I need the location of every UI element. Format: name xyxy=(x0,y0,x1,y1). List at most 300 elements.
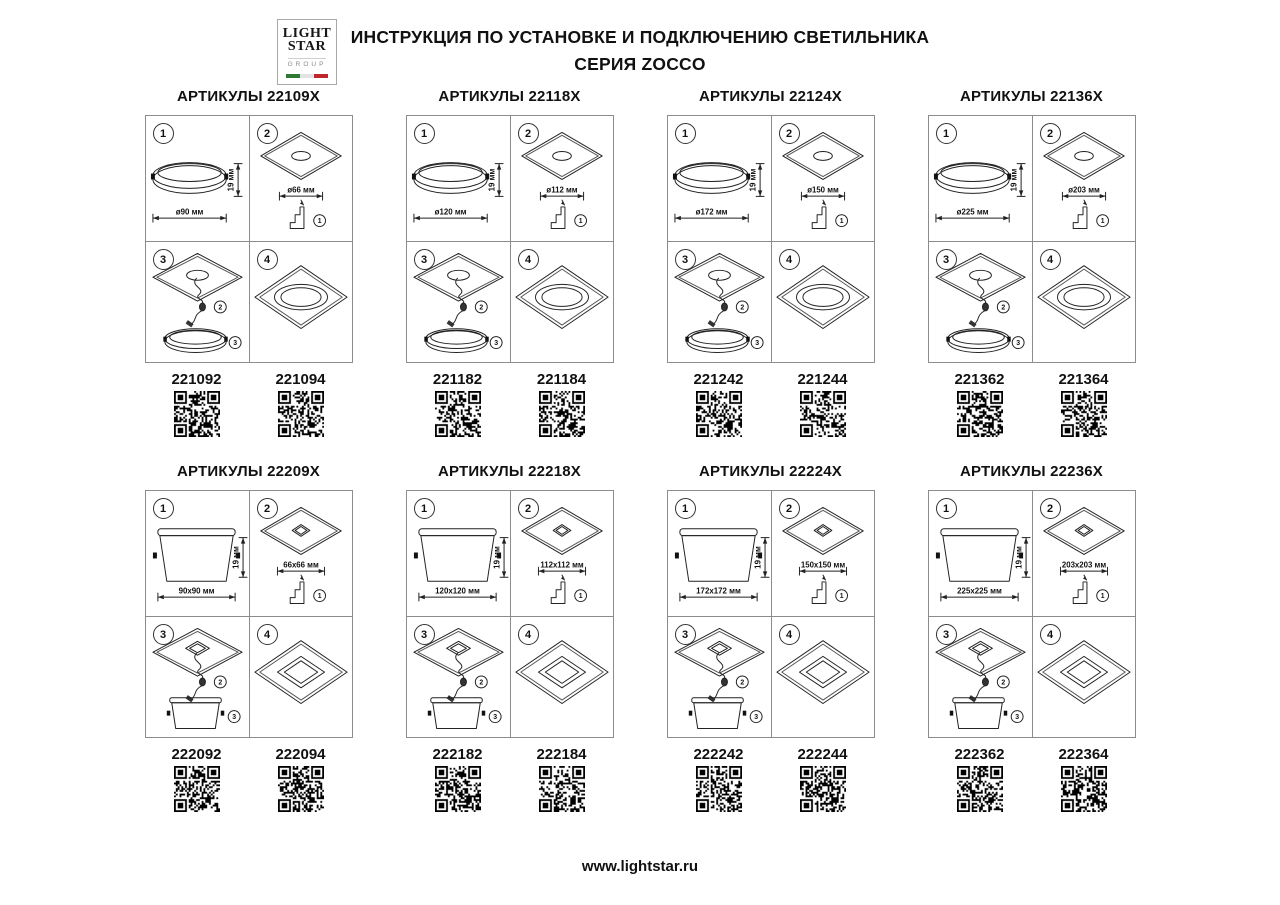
svg-text:112x112 мм: 112x112 мм xyxy=(539,560,584,570)
article-code: 222362 xyxy=(954,746,1005,763)
fixture-side-view xyxy=(413,529,500,581)
step-number-badge: 3 xyxy=(936,249,957,270)
fixture-front-view xyxy=(949,698,1006,729)
dimension-vertical xyxy=(231,538,246,578)
instruction-step-cell xyxy=(510,491,613,616)
article xyxy=(510,746,614,812)
instruction-step-cell xyxy=(1032,241,1135,362)
svg-text:2: 2 xyxy=(1000,679,1005,687)
panel-title: АРТИКУЛЫ 22109X xyxy=(177,88,320,105)
step-number-badge: 1 xyxy=(153,123,174,144)
article-list xyxy=(928,371,1136,437)
dimension-vertical xyxy=(748,164,763,197)
svg-text:3: 3 xyxy=(754,340,759,348)
ref-number-badge xyxy=(736,301,748,313)
cutout-hole xyxy=(969,270,991,280)
instruction-grid xyxy=(406,490,614,738)
qr-code xyxy=(278,766,324,812)
logo-word-light: LIGHT xyxy=(282,26,332,41)
instruction-step-cell xyxy=(510,116,613,241)
svg-text:172x172 мм: 172x172 мм xyxy=(695,586,741,596)
instruction-step-cell xyxy=(771,616,874,737)
fixture-front-view xyxy=(688,698,745,729)
qr-code xyxy=(435,766,481,812)
svg-text:ø150 мм: ø150 мм xyxy=(806,185,839,195)
wire xyxy=(446,686,462,702)
ref-number-badge xyxy=(489,711,501,723)
step-number-badge: 3 xyxy=(414,249,435,270)
step-number-badge: 3 xyxy=(675,624,696,645)
step-number-badge: 2 xyxy=(257,498,278,519)
article-list xyxy=(406,371,614,437)
instruction-step-cell xyxy=(929,116,1032,241)
ceiling-edge-profile-icon xyxy=(551,200,565,228)
instruction-step-cell xyxy=(146,116,249,241)
instruction-step-cell xyxy=(929,616,1032,737)
svg-text:225x225 мм: 225x225 мм xyxy=(956,586,1002,596)
dimension-vertical xyxy=(226,164,241,197)
step-number-badge: 2 xyxy=(257,123,278,144)
article xyxy=(406,746,510,812)
cutout-hole xyxy=(185,641,209,655)
step-number-badge: 2 xyxy=(779,123,800,144)
installed-fixture xyxy=(1037,641,1129,704)
ceiling-edge-profile-icon xyxy=(290,575,304,603)
instruction-step-cell xyxy=(249,116,352,241)
cutout-hole xyxy=(814,525,832,537)
installed-fixture xyxy=(1037,266,1129,329)
step-number-badge: 4 xyxy=(779,249,800,270)
step-number-badge: 1 xyxy=(936,498,957,519)
instruction-step-cell xyxy=(771,491,874,616)
fixture-side-view xyxy=(674,529,761,581)
wire xyxy=(968,686,984,702)
logo-word-star: STAR xyxy=(287,39,327,54)
svg-text:ø120 мм: ø120 мм xyxy=(434,207,467,217)
article-code: 221182 xyxy=(432,371,483,388)
svg-text:19 мм: 19 мм xyxy=(492,546,502,569)
svg-text:ø66 мм: ø66 мм xyxy=(286,185,315,195)
svg-text:1: 1 xyxy=(839,218,844,226)
qr-code xyxy=(174,391,220,437)
ref-number-badge xyxy=(475,301,487,313)
dimension-horizontal xyxy=(538,561,585,575)
dimension-horizontal xyxy=(679,587,756,601)
wire-connector xyxy=(982,678,988,686)
instruction-grid xyxy=(145,490,353,738)
svg-text:203x203 мм: 203x203 мм xyxy=(1061,560,1106,570)
instruction-step-cell xyxy=(668,241,771,362)
qr-code xyxy=(278,391,324,437)
page-header xyxy=(0,0,1280,88)
panel-row-round xyxy=(0,88,1280,437)
ref-number-badge xyxy=(997,676,1009,688)
qr-code xyxy=(539,766,585,812)
svg-text:ø90 мм: ø90 мм xyxy=(175,207,203,217)
instruction-step-cell xyxy=(407,116,510,241)
instruction-step-cell xyxy=(1032,491,1135,616)
fixture-side-view xyxy=(152,529,239,581)
ref-number-badge xyxy=(490,337,502,349)
ceiling-edge-profile-icon xyxy=(812,575,826,603)
ceiling-edge-profile-icon xyxy=(551,575,565,603)
document-title xyxy=(0,0,1280,78)
svg-text:90x90 мм: 90x90 мм xyxy=(178,586,214,596)
instruction-step-cell xyxy=(771,241,874,362)
article xyxy=(667,746,771,812)
svg-text:2: 2 xyxy=(217,304,222,312)
svg-text:2: 2 xyxy=(739,304,744,312)
dimension-vertical xyxy=(1009,164,1024,197)
article xyxy=(145,371,249,437)
svg-text:19 мм: 19 мм xyxy=(753,546,763,569)
product-panel xyxy=(145,463,353,812)
fixture-front-view xyxy=(685,329,749,353)
step-number-badge: 1 xyxy=(153,498,174,519)
article-list xyxy=(406,746,614,812)
panel-title: АРТИКУЛЫ 22136X xyxy=(960,88,1103,105)
instruction-step-cell xyxy=(668,116,771,241)
instruction-step-cell xyxy=(146,616,249,737)
qr-code xyxy=(696,766,742,812)
step-number-badge: 1 xyxy=(936,123,957,144)
installed-fixture xyxy=(776,266,868,329)
article-list xyxy=(145,746,353,812)
svg-text:1: 1 xyxy=(578,218,583,226)
instruction-grid xyxy=(667,490,875,738)
wire xyxy=(185,686,201,702)
svg-text:150x150 мм: 150x150 мм xyxy=(800,560,845,570)
panel-title: АРТИКУЛЫ 22218X xyxy=(438,463,581,480)
qr-code xyxy=(174,766,220,812)
article-code: 221242 xyxy=(693,371,744,388)
step-number-badge: 4 xyxy=(518,249,539,270)
ref-number-badge xyxy=(574,590,586,602)
article-code: 221362 xyxy=(954,371,1005,388)
svg-text:2: 2 xyxy=(478,304,483,312)
dimension-vertical xyxy=(492,538,507,578)
instruction-grid xyxy=(667,115,875,363)
article-list xyxy=(667,746,875,812)
ceiling-edge-profile-icon xyxy=(1073,575,1087,603)
cutout-hole xyxy=(968,641,992,655)
svg-text:19 мм: 19 мм xyxy=(487,168,497,192)
instruction-step-cell xyxy=(510,241,613,362)
svg-text:1: 1 xyxy=(317,218,322,226)
svg-text:1: 1 xyxy=(839,593,844,601)
wire xyxy=(446,311,462,327)
instruction-grid xyxy=(145,115,353,363)
ref-number-badge xyxy=(1096,590,1108,602)
step-number-badge: 3 xyxy=(153,624,174,645)
installed-fixture xyxy=(254,641,346,704)
panel-title: АРТИКУЛЫ 22118X xyxy=(438,88,581,105)
qr-code xyxy=(957,391,1003,437)
step-number-badge: 4 xyxy=(257,624,278,645)
instruction-grid xyxy=(928,115,1136,363)
wire xyxy=(185,311,201,327)
ceiling-edge-profile-icon xyxy=(1073,200,1087,228)
ref-number-badge xyxy=(1012,337,1024,349)
instruction-step-cell xyxy=(510,616,613,737)
svg-text:19 мм: 19 мм xyxy=(1009,168,1019,192)
ref-number-badge xyxy=(835,215,847,227)
fixture-side-view xyxy=(933,163,1010,194)
dimension-horizontal xyxy=(279,186,322,200)
article-code: 221244 xyxy=(797,371,848,388)
cutout-hole xyxy=(186,270,208,280)
fixture-front-view xyxy=(166,698,223,729)
ref-number-badge xyxy=(214,676,226,688)
step-number-badge: 4 xyxy=(1040,624,1061,645)
svg-text:2: 2 xyxy=(478,679,483,687)
cutout-hole xyxy=(447,270,469,280)
dimension-horizontal xyxy=(801,186,844,200)
instruction-grid xyxy=(406,115,614,363)
panel-title: АРТИКУЛЫ 22236X xyxy=(960,463,1103,480)
step-number-badge: 2 xyxy=(518,498,539,519)
step-number-badge: 2 xyxy=(518,123,539,144)
step-number-badge: 4 xyxy=(518,624,539,645)
ref-number-badge xyxy=(751,337,763,349)
article-code: 221092 xyxy=(171,371,222,388)
svg-text:120x120 мм: 120x120 мм xyxy=(434,586,480,596)
svg-text:ø112 мм: ø112 мм xyxy=(545,185,578,195)
step-number-badge: 2 xyxy=(779,498,800,519)
instruction-step-cell xyxy=(1032,616,1135,737)
instruction-grid xyxy=(928,490,1136,738)
ref-number-badge xyxy=(1011,711,1023,723)
cutout-hole xyxy=(553,525,571,537)
step-number-badge: 2 xyxy=(1040,498,1061,519)
cutout-hole xyxy=(813,152,832,161)
dimension-horizontal xyxy=(277,561,324,575)
fixture-side-view xyxy=(411,163,488,194)
website-url: www.lightstar.ru xyxy=(581,858,699,875)
document-title-line1: ИНСТРУКЦИЯ ПО УСТАНОВКЕ И ПОДКЛЮЧЕНИЮ СВЕТИЛЬНИКА xyxy=(350,27,930,47)
ref-number-badge xyxy=(228,711,240,723)
svg-text:19 мм: 19 мм xyxy=(226,168,236,192)
dimension-horizontal xyxy=(418,587,495,601)
svg-text:1: 1 xyxy=(1100,593,1105,601)
article xyxy=(145,746,249,812)
article xyxy=(249,371,353,437)
wire xyxy=(707,311,723,327)
instruction-step-cell xyxy=(407,616,510,737)
fixture-side-view xyxy=(935,529,1022,581)
product-panel xyxy=(406,463,614,812)
svg-text:3: 3 xyxy=(1014,714,1019,722)
instruction-step-cell xyxy=(146,491,249,616)
article-code: 221364 xyxy=(1058,371,1109,388)
svg-text:1: 1 xyxy=(317,593,322,601)
qr-code xyxy=(435,391,481,437)
qr-code xyxy=(800,391,846,437)
svg-text:1: 1 xyxy=(578,593,583,601)
article-list xyxy=(667,371,875,437)
fixture-side-view xyxy=(150,163,227,194)
wire-connector xyxy=(982,303,988,311)
cutout-hole xyxy=(707,641,731,655)
instruction-step-cell xyxy=(249,616,352,737)
wire xyxy=(968,311,984,327)
step-number-badge: 1 xyxy=(414,498,435,519)
installed-fixture xyxy=(515,641,607,704)
cutout-hole xyxy=(291,152,310,161)
step-number-badge: 3 xyxy=(936,624,957,645)
cutout-hole xyxy=(708,270,730,280)
instruction-step-cell xyxy=(668,616,771,737)
qr-code xyxy=(1061,391,1107,437)
step-number-badge: 3 xyxy=(414,624,435,645)
ref-number-badge xyxy=(214,301,226,313)
svg-text:3: 3 xyxy=(232,340,237,348)
installed-fixture xyxy=(254,266,346,329)
ref-number-badge xyxy=(1096,215,1108,227)
ref-number-badge xyxy=(736,676,748,688)
article-code: 222092 xyxy=(171,746,222,763)
logo-word-group: GROUP xyxy=(288,58,327,68)
dimension-horizontal xyxy=(413,208,486,222)
panel-title: АРТИКУЛЫ 22209X xyxy=(177,463,320,480)
dimension-vertical xyxy=(753,538,768,578)
ref-number-badge xyxy=(475,676,487,688)
ref-number-badge xyxy=(313,215,325,227)
step-number-badge: 4 xyxy=(1040,249,1061,270)
ref-number-badge xyxy=(229,337,241,349)
product-panel xyxy=(667,88,875,437)
svg-text:19 мм: 19 мм xyxy=(748,168,758,192)
dimension-horizontal xyxy=(1062,186,1105,200)
document-title-line2: СЕРИЯ ZOCCO xyxy=(574,54,706,74)
product-panel xyxy=(406,88,614,437)
qr-code xyxy=(1061,766,1107,812)
wire-connector xyxy=(721,678,727,686)
article-code: 221184 xyxy=(536,371,587,388)
svg-text:2: 2 xyxy=(1000,304,1005,312)
svg-text:3: 3 xyxy=(231,714,236,722)
article xyxy=(249,746,353,812)
article-code: 222242 xyxy=(693,746,744,763)
cutout-hole xyxy=(446,641,470,655)
dimension-horizontal xyxy=(674,208,747,222)
article-code: 222182 xyxy=(432,746,483,763)
svg-text:1: 1 xyxy=(1100,218,1105,226)
wire xyxy=(707,686,723,702)
fixture-front-view xyxy=(427,698,484,729)
step-number-badge: 1 xyxy=(675,123,696,144)
dimension-horizontal xyxy=(935,208,1008,222)
product-panel xyxy=(667,463,875,812)
panel-title: АРТИКУЛЫ 22124X xyxy=(699,88,842,105)
article-code: 222364 xyxy=(1058,746,1109,763)
product-panel xyxy=(145,88,353,437)
step-number-badge: 1 xyxy=(414,123,435,144)
instruction-step-cell xyxy=(407,491,510,616)
wire-connector xyxy=(460,678,466,686)
svg-text:2: 2 xyxy=(739,679,744,687)
svg-text:ø172 мм: ø172 мм xyxy=(695,207,728,217)
cutout-hole xyxy=(292,525,310,537)
svg-text:3: 3 xyxy=(753,714,758,722)
instruction-step-cell xyxy=(146,241,249,362)
article xyxy=(928,746,1032,812)
article xyxy=(667,371,771,437)
ref-number-badge xyxy=(997,301,1009,313)
article xyxy=(771,746,875,812)
article-list xyxy=(145,371,353,437)
dimension-horizontal xyxy=(157,587,234,601)
instruction-step-cell xyxy=(771,116,874,241)
instruction-step-cell xyxy=(407,241,510,362)
dimension-horizontal xyxy=(799,561,846,575)
step-number-badge: 3 xyxy=(153,249,174,270)
dimension-horizontal xyxy=(540,186,583,200)
article-code: 221094 xyxy=(275,371,326,388)
dimension-vertical xyxy=(487,164,502,197)
svg-text:ø225 мм: ø225 мм xyxy=(956,207,989,217)
fixture-front-view xyxy=(946,329,1010,353)
article-code: 222244 xyxy=(797,746,848,763)
svg-text:19 мм: 19 мм xyxy=(231,546,241,569)
qr-code xyxy=(800,766,846,812)
svg-text:ø203 мм: ø203 мм xyxy=(1067,185,1100,195)
product-panel xyxy=(928,88,1136,437)
instruction-step-cell xyxy=(929,241,1032,362)
cutout-hole xyxy=(552,152,571,161)
svg-text:3: 3 xyxy=(1015,340,1020,348)
instruction-step-cell xyxy=(929,491,1032,616)
article xyxy=(771,371,875,437)
step-number-badge: 4 xyxy=(779,624,800,645)
step-number-badge: 1 xyxy=(675,498,696,519)
article-code: 222184 xyxy=(536,746,587,763)
fixture-front-view xyxy=(424,329,488,353)
step-number-badge: 4 xyxy=(257,249,278,270)
italian-flag-icon xyxy=(286,74,328,78)
svg-text:2: 2 xyxy=(217,679,222,687)
wire-connector xyxy=(199,678,205,686)
instruction-step-cell xyxy=(668,491,771,616)
instruction-step-cell xyxy=(1032,116,1135,241)
qr-code xyxy=(957,766,1003,812)
article xyxy=(928,371,1032,437)
ref-number-badge xyxy=(750,711,762,723)
qr-code xyxy=(539,391,585,437)
wire-connector xyxy=(199,303,205,311)
step-number-badge: 2 xyxy=(1040,123,1061,144)
article xyxy=(1032,746,1136,812)
svg-text:66x66 мм: 66x66 мм xyxy=(282,560,319,570)
cutout-hole xyxy=(1074,152,1093,161)
step-number-badge: 3 xyxy=(675,249,696,270)
panel-title: АРТИКУЛЫ 22224X xyxy=(699,463,842,480)
fixture-front-view xyxy=(163,329,227,353)
qr-code xyxy=(696,391,742,437)
instruction-step-cell xyxy=(249,241,352,362)
ceiling-edge-profile-icon xyxy=(812,200,826,228)
svg-text:19 мм: 19 мм xyxy=(1014,546,1024,569)
svg-text:3: 3 xyxy=(492,714,497,722)
article xyxy=(1032,371,1136,437)
article xyxy=(406,371,510,437)
article-list xyxy=(928,746,1136,812)
product-panel xyxy=(928,463,1136,812)
installed-fixture xyxy=(515,266,607,329)
dimension-horizontal xyxy=(1060,561,1107,575)
article-code: 222094 xyxy=(275,746,326,763)
installed-fixture xyxy=(776,641,868,704)
